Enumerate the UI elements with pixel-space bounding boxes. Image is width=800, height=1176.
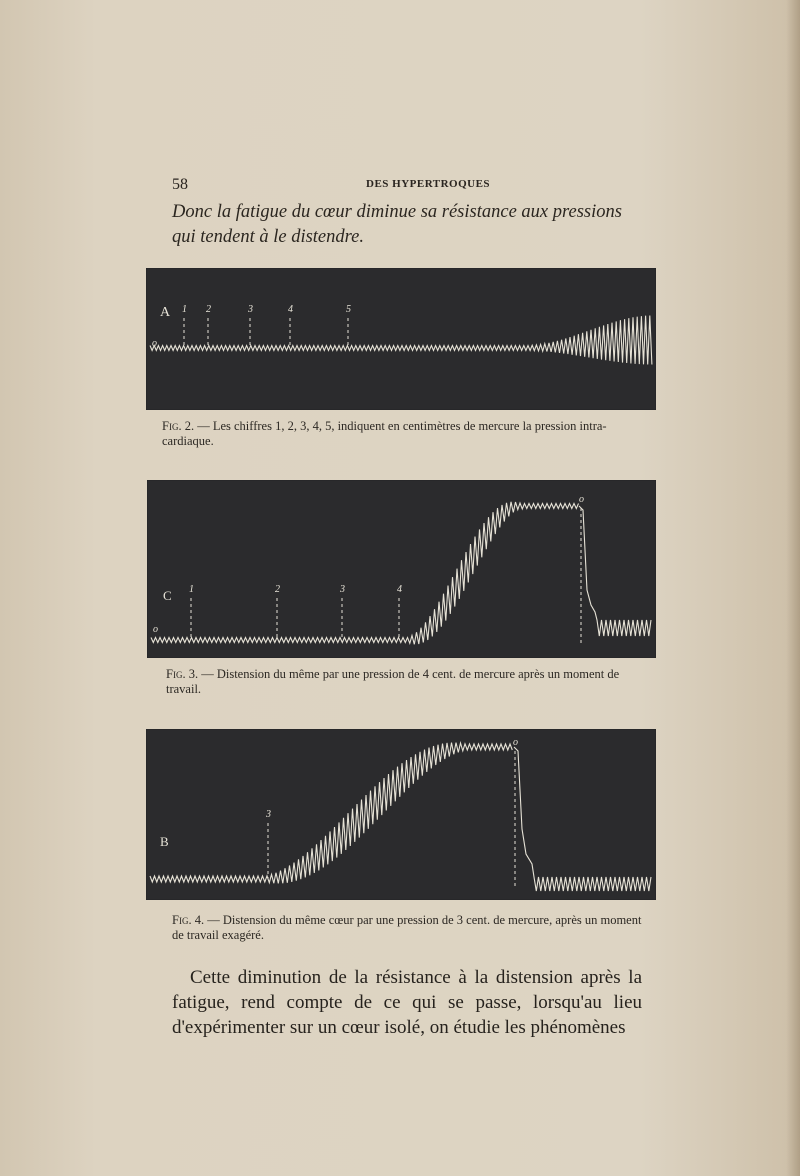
- marker-label: 2: [206, 304, 211, 315]
- marker-label: 3: [266, 809, 271, 820]
- marker-label: 2: [275, 584, 280, 595]
- figure-2-caption: [162, 419, 632, 449]
- figure-3-top-label: o: [579, 494, 584, 505]
- marker-label: 5: [346, 304, 351, 315]
- figure-2-svg: [146, 268, 656, 410]
- page-header: [172, 176, 642, 196]
- figure-2-letter: A: [160, 305, 171, 320]
- figure-4-caption-label: Fig. 4.: [172, 913, 205, 927]
- figure-2-tracing: [146, 268, 656, 410]
- figure-3-caption-label: Fig. 3.: [166, 667, 199, 681]
- body-paragraph-text: Cette diminution de la résistance à la distension après la fatigue, rend compte de ce qui se passe, lorsqu'au lieu d'expérimenter sur un cœur isolé, on étudie les phénomènes: [172, 967, 642, 1038]
- figure-2-baseline-label: o: [152, 338, 157, 349]
- figure-2-markers: [182, 304, 351, 348]
- figure-3-caption: [166, 667, 636, 697]
- figure-3-wave: [151, 502, 651, 645]
- figure-4-caption: [172, 913, 642, 943]
- figure-3-tracing: [147, 480, 656, 658]
- page-number: 58: [172, 176, 188, 193]
- figure-4-caption-text: — Distension du même cœur par une pression de 3 cent. de mercure, après un moment de travail exagéré.: [172, 913, 642, 942]
- marker-label: 4: [397, 584, 402, 595]
- figure-2-caption-text: — Les chiffres 1, 2, 3, 4, 5, indiquent en centimètres de mercure la pression intra-cardiaque.: [162, 419, 607, 448]
- figure-4-wave: [150, 743, 651, 891]
- figure-4-svg: [146, 729, 656, 900]
- figure-3-letter: C: [163, 588, 172, 603]
- figure-3-markers: [189, 584, 402, 638]
- figure-3-svg: [147, 480, 656, 658]
- figure-2-caption-label: Fig. 2.: [162, 419, 195, 433]
- figure-4-tracing: [146, 729, 656, 900]
- figure-4-top-label: o: [513, 737, 518, 748]
- page-edge-shadow: [786, 0, 800, 1176]
- figure-2-wave: [150, 316, 652, 365]
- marker-label: 3: [248, 304, 253, 315]
- figure-3-caption-text: — Distension du même par une pression de 4 cent. de mercure après un moment de travail.: [166, 667, 620, 696]
- figure-4-markers: [265, 809, 271, 879]
- figure-3-baseline-label: o: [153, 624, 158, 635]
- marker-label: 1: [189, 584, 194, 595]
- running-head: DES HYPERTROQUES: [366, 178, 491, 190]
- body-paragraph: [172, 965, 642, 1040]
- figure-4-letter: B: [160, 834, 169, 849]
- marker-label: 1: [182, 304, 187, 315]
- marker-label: 3: [340, 584, 345, 595]
- intro-paragraph: Donc la fatigue du cœur diminue sa résistance aux pressions qui tendent à le distendre.: [172, 202, 622, 247]
- marker-label: 4: [288, 304, 293, 315]
